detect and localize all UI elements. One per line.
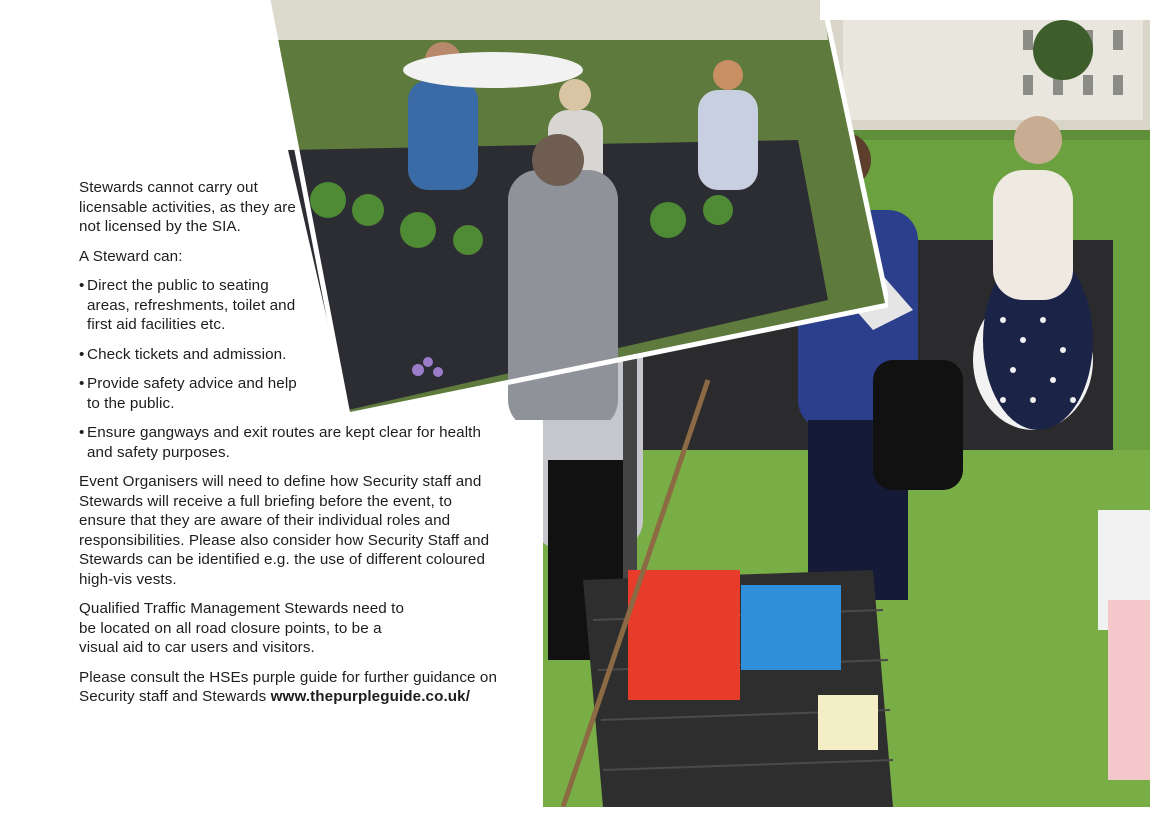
traffic-paragraph: Qualified Traffic Management Stewards need to be located on all road closure points, to be a visual aid to car users and visitors. bbox=[79, 600, 405, 656]
page-cutout bbox=[820, 0, 1170, 20]
list-item: • Check tickets and admission. bbox=[79, 345, 287, 363]
list-item: • Ensure gangways and exit routes are kept clear for health and safety purposes. bbox=[79, 424, 482, 461]
intro-paragraph: Stewards cannot carry out licensable activities, as they are not licensed by the SIA. bbox=[79, 179, 296, 235]
page-margin bbox=[1150, 30, 1170, 827]
guidance-text: Please consult the HSEs purple guide for further guidance on Security staff and Stewards bbox=[79, 668, 498, 705]
purple-guide-link[interactable]: www.thepurpleguide.co.uk/ bbox=[270, 688, 471, 705]
guidance-paragraph bbox=[79, 668, 529, 707]
steward-guidance-text bbox=[79, 178, 539, 707]
steward-duties-list bbox=[79, 276, 539, 462]
list-item: • Provide safety advice and help to the public. bbox=[79, 375, 297, 412]
list-item: • Direct the public to seating areas, refreshments, toilet and first aid facilities etc. bbox=[79, 277, 296, 333]
briefing-paragraph: Event Organisers will need to define how Security staff and Stewards will receive a full briefing before the event, to ensure that they are aware of their individual roles and responsibilities. Please also consider how Security Staff and Stewards can be identified e.g. the use of different coloured high-vis vests. bbox=[79, 473, 490, 588]
steward-heading: A Steward can: bbox=[79, 247, 183, 265]
